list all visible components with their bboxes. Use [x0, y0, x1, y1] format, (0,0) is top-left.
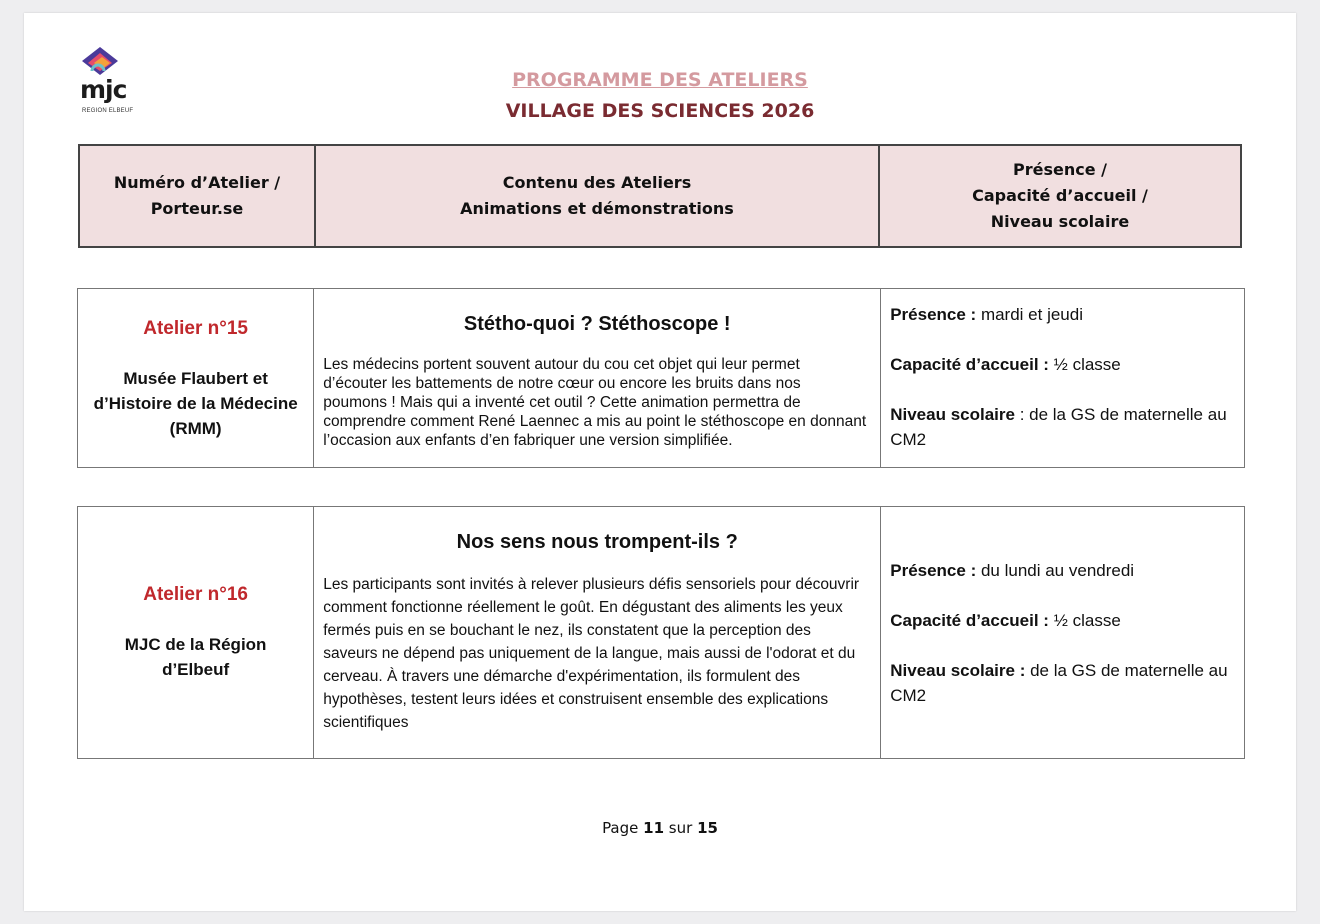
atelier-content-cell	[314, 507, 881, 759]
atelier-id-cell	[78, 289, 314, 468]
level-label: Niveau scolaire	[890, 405, 1015, 424]
presence-line	[890, 302, 1235, 327]
level-label: Niveau scolaire :	[890, 660, 1026, 680]
capacity-line	[890, 608, 1235, 633]
atelier-holder: MJC de la Région d’Elbeuf	[124, 634, 267, 679]
logo-subtitle: REGION ELBEUF	[82, 108, 134, 114]
presence-value: du lundi au vendredi	[976, 560, 1135, 580]
document-subtitle: VILLAGE DES SCIENCES 2026	[505, 100, 815, 122]
capacity-label: Capacité d’accueil :	[890, 355, 1049, 374]
page-total: 15	[697, 819, 718, 837]
capacity-label: Capacité d’accueil :	[890, 610, 1049, 630]
atelier-row	[77, 506, 1245, 759]
presence-value: mardi et jeudi	[976, 305, 1083, 324]
atelier-title: Nos sens nous trompent-ils ?	[456, 531, 738, 553]
page-number	[24, 819, 1296, 837]
presence-label: Présence :	[890, 560, 977, 580]
atelier-id-cell	[78, 507, 314, 759]
page-middle: sur	[664, 819, 698, 837]
capacity-value: ½ classe	[1048, 355, 1121, 374]
logo-text: mjc	[80, 75, 127, 104]
atelier-content-cell	[314, 289, 881, 468]
document-title: PROGRAMME DES ATELIERS	[512, 69, 808, 91]
level-line	[890, 658, 1235, 708]
atelier-info-cell	[881, 507, 1245, 759]
page-prefix: Page	[602, 819, 644, 837]
level-line	[890, 402, 1235, 452]
level-value: de la GS de maternelle au CM2	[890, 660, 1228, 705]
capacity-value: ½ classe	[1048, 610, 1121, 630]
presence-label: Présence :	[890, 305, 977, 324]
atelier-title: Stétho-quoi ? Stéthoscope !	[463, 313, 731, 335]
atelier-number: Atelier n°15	[143, 318, 249, 339]
atelier-description: Les médecins portent souvent autour du cou cet objet qui leur permet d’écouter les battements de notre cœur ou encore les bruits dans nos poumons ! Mais qui a inventé cet outil ? Cette animation permettra de comprendre comment René Laennec a mis au point le stéthoscope en donnant l’occasion aux enfants d’en fabriquer une version simplifiée.	[323, 356, 867, 449]
atelier-info-cell	[881, 289, 1245, 468]
column-header-table	[78, 144, 1242, 248]
header-col-presence: Présence / Capacité d’accueil / Niveau scolaire	[879, 145, 1241, 247]
atelier-row	[77, 288, 1245, 468]
level-value: : de la GS de maternelle au CM2	[890, 405, 1227, 449]
atelier-holder: Musée Flaubert et d’Histoire de la Médecine (RMM)	[93, 369, 298, 438]
atelier-description: Les participants sont invités à relever plusieurs défis sensoriels pour découvrir comment fonctionne réellement le goût. En dégustant des aliments les yeux fermés puis en se bouchant le nez, ils constatent que la perception des saveurs ne dépend pas uniquement de la langue, mais aussi de l'odorat et du cerveau. À travers une démarche d'expérimentation, ils formulent des hypothèses, testent leurs idées et construisent ensemble des explications scientifiques	[323, 576, 860, 731]
document-page	[24, 13, 1296, 911]
presence-line	[890, 558, 1235, 583]
page-current: 11	[643, 819, 665, 837]
header-col-content: Contenu des Ateliers Animations et démonstrations	[315, 145, 879, 247]
header-col-atelier: Numéro d’Atelier / Porteur.se	[79, 145, 315, 247]
atelier-number: Atelier n°16	[143, 583, 248, 605]
capacity-line	[890, 352, 1235, 377]
